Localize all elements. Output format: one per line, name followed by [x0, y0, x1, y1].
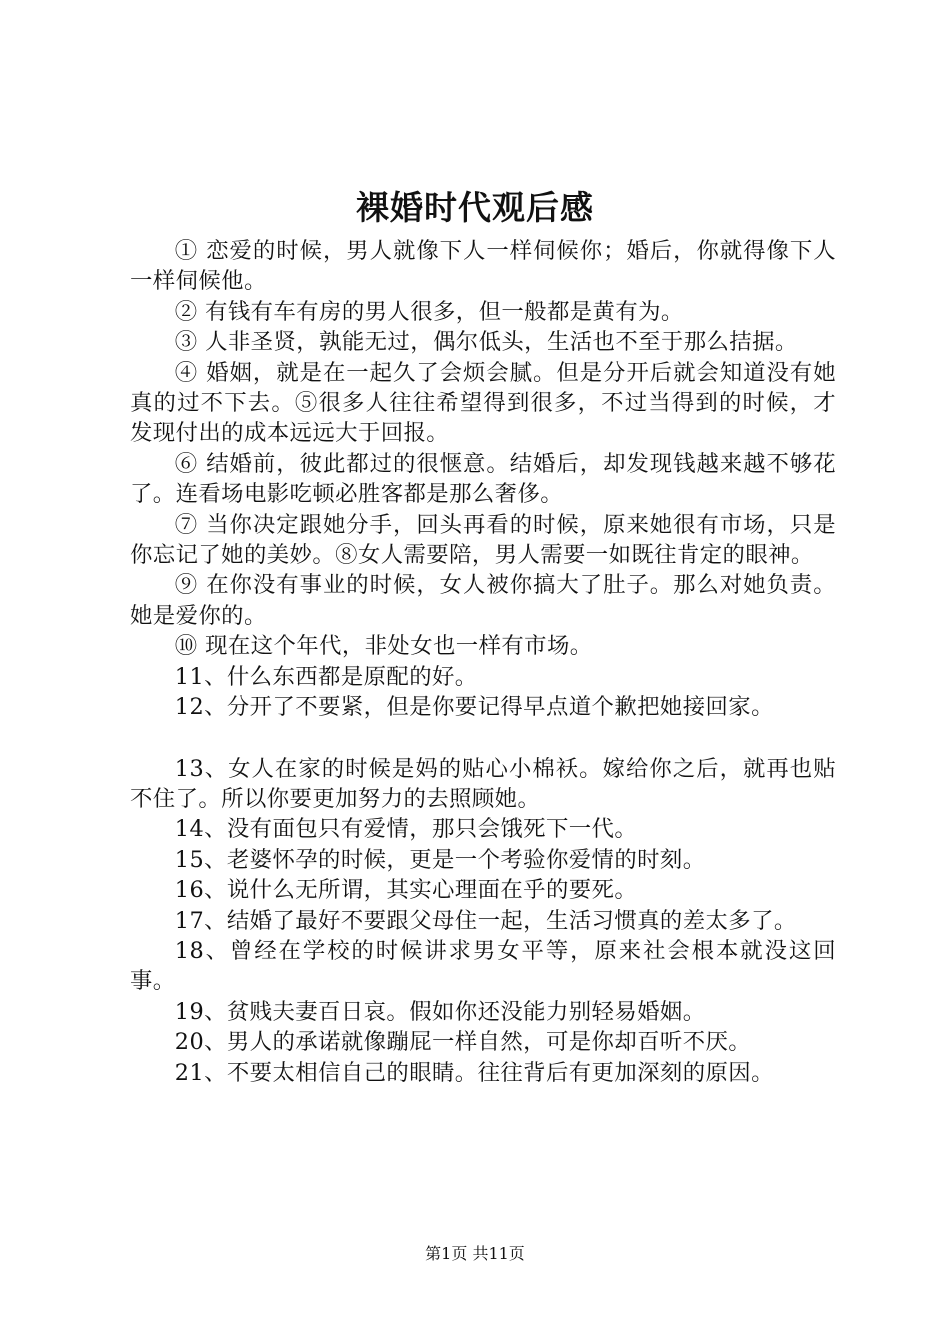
- paragraph-9: ⑨ 在你没有事业的时候，女人被你搞大了肚子。那么对她负责。她是爱你的。: [130, 572, 836, 629]
- paragraph-1: ① 恋爱的时候，男人就像下人一样伺候你；婚后，你就得像下人一样伺候他。: [130, 238, 836, 295]
- paragraph-14: 14、没有面包只有爱情，那只会饿死下一代。: [174, 816, 638, 843]
- page-title: 裸婚时代观后感: [356, 188, 594, 227]
- paragraph-21: 21、不要太相信自己的眼睛。往往背后有更加深刻的原因。: [174, 1059, 774, 1086]
- paragraph-20: 20、男人的承诺就像蹦屁一样自然，可是你却百听不厌。: [174, 1029, 752, 1056]
- paragraph-18: 18、曾经在学校的时候讲求男女平等，原来社会根本就没这回事。: [130, 937, 836, 995]
- paragraph-12: 12、分开了不要紧，但是你要记得早点道个歉把她接回家。: [174, 694, 774, 721]
- page-number-footer: 第1页 共11页: [425, 1244, 525, 1263]
- paragraph-4: ④ 婚姻，就是在一起久了会烦会腻。但是分开后就会知道没有她真的过不下去。⑤很多人往往希望得到很多，不过当得到的时候，才发现付出的成本远远大于回报。: [130, 359, 836, 447]
- paragraph-2: ② 有钱有车有房的男人很多，但一般都是黄有为。: [174, 298, 684, 325]
- paragraph-16: 16、说什么无所谓，其实心理面在乎的要死。: [174, 877, 638, 904]
- paragraph-13: 13、女人在家的时候是妈的贴心小棉袄。嫁给你之后，就再也贴不住了。所以你要更加努力的去照顾她。: [130, 755, 836, 812]
- paragraph-11: 11、什么东西都是原配的好。: [174, 663, 478, 690]
- paragraph-15: 15、老婆怀孕的时候，更是一个考验你爱情的时刻。: [174, 846, 706, 873]
- paragraph-10: ⑩ 现在这个年代，非处女也一样有市场。: [174, 633, 593, 660]
- paragraph-3: ③ 人非圣贤，孰能无过，偶尔低头，生活也不至于那么拮据。: [174, 329, 798, 356]
- paragraph-6: ⑥ 结婚前，彼此都过的很惬意。结婚后，却发现钱越来越不够花了。连看场电影吃顿必胜客都是那么奢侈。: [130, 450, 836, 508]
- paragraph-19: 19、贫贱夫妻百日哀。假如你还没能力别轻易婚姻。: [174, 998, 706, 1025]
- document-body: [130, 236, 836, 1088]
- paragraph-7: ⑦ 当你决定跟她分手，回头再看的时候，原来她很有市场，只是你忘记了她的美妙。⑧女人需要陪，男人需要一如既往肯定的眼神。: [130, 511, 836, 569]
- paragraph-17: 17、结婚了最好不要跟父母住一起，生活习惯真的差太多了。: [174, 907, 797, 934]
